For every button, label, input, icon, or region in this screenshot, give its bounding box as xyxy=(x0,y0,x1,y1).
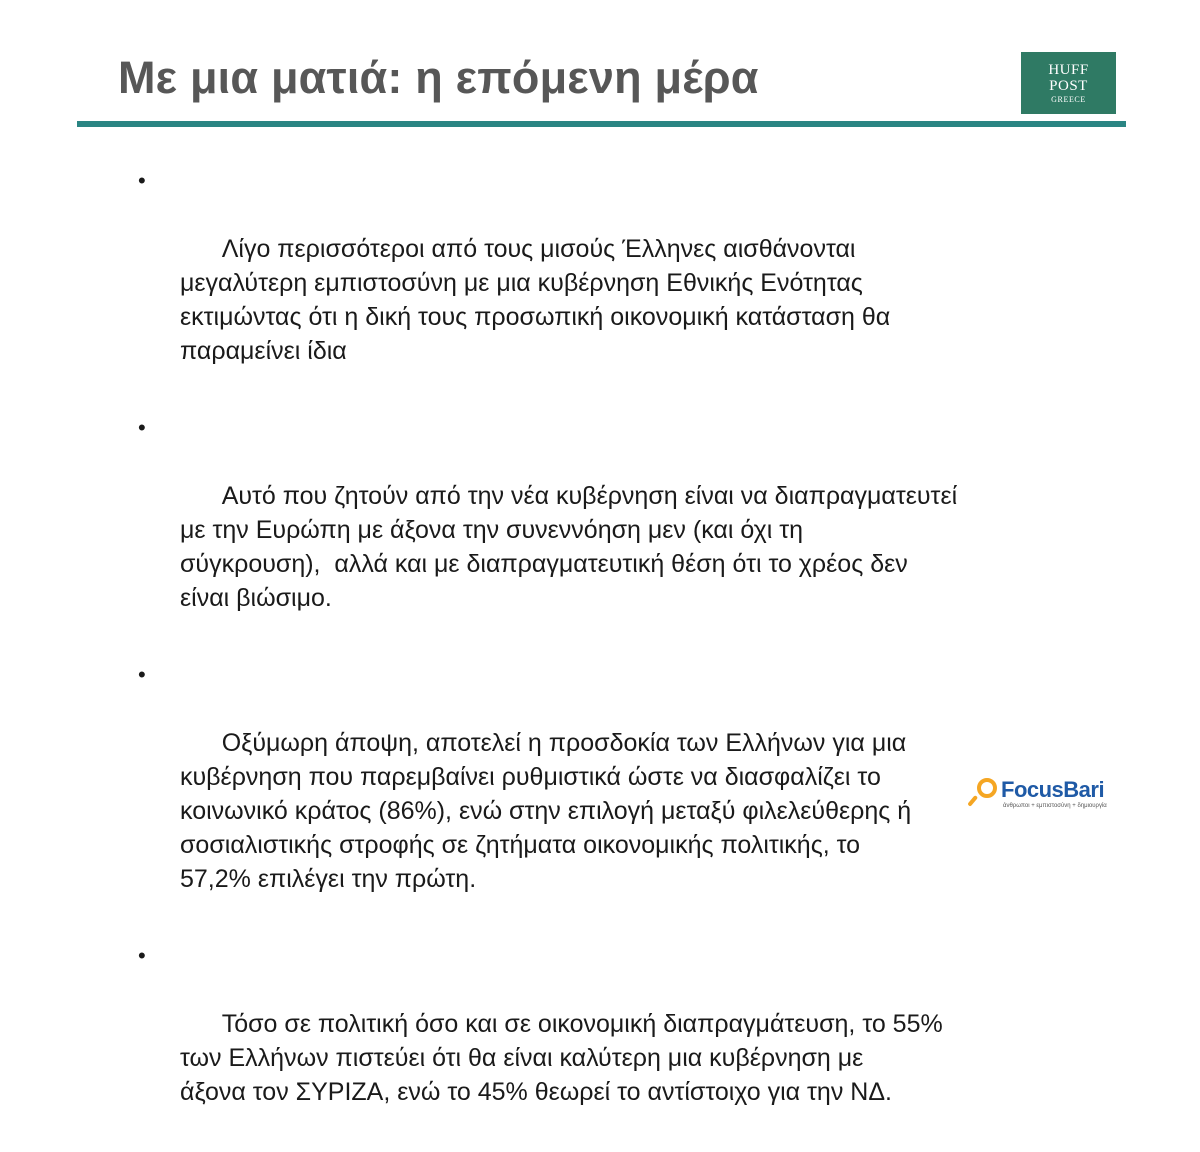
bullet-dot: • xyxy=(138,662,146,687)
bullet-item xyxy=(138,658,1058,930)
bullet-item xyxy=(138,411,1058,649)
focusbari-logo-tagline: άνθρωποι + εμπιστοσύνη + δημιουργία xyxy=(1003,803,1107,809)
bullet-dot: • xyxy=(138,168,146,193)
title-divider xyxy=(77,121,1126,127)
huffpost-logo-line3: GREECE xyxy=(1051,94,1086,104)
bullet-text: Λίγο περισσότεροι από τους μισούς Έλληνες αισθάνονται μεγαλύτερη εμπιστοσύνη με μια κυβέρνηση Εθνικής Ενότητας εκτιμώντας ότι η δική τους προσωπική οικονομική κατάσταση θα παραμείνει ίδια xyxy=(180,235,891,365)
bullet-item xyxy=(138,939,1058,1143)
huffpost-logo-line2: POST xyxy=(1049,77,1088,94)
focusbari-logo-name: FocusBari xyxy=(1001,777,1105,802)
slide-title: Με μια ματιά: η επόμενη μέρα xyxy=(118,52,759,103)
bullet-dot: • xyxy=(138,415,146,440)
huffpost-greece-logo xyxy=(1021,52,1116,114)
bullet-text: Οξύμωρη άποψη, αποτελεί η προσδοκία των Ελλήνων για μια κυβέρνηση που παρεμβαίνει ρυθμιστικά ώστε να διασφαλίζει το κοινωνικό κράτος (86%), ενώ στην επιλογή μεταξύ φιλελεύθερης ή σοσιαλιστικής στροφής σε ζητήματα οικονομικής πολιτικής, το 57,2% επιλέγει την πρώτη. xyxy=(180,729,912,893)
focusbari-logo xyxy=(975,775,1120,815)
bullet-item xyxy=(138,164,1058,402)
magnifier-icon xyxy=(977,778,997,798)
bullet-dot: • xyxy=(138,943,146,968)
bullet-text: Αυτό που ζητούν από την νέα κυβέρνηση είναι να διαπραγματευτεί με την Ευρώπη με άξονα την συνεννόηση μεν (και όχι τη σύγκρουση), αλλά και με διαπραγματευτική θέση ότι το χρέος δεν είναι βιώσιμο. xyxy=(180,482,958,612)
huffpost-logo-line1: HUFF xyxy=(1048,61,1089,78)
bullet-text: Τόσο σε πολιτική όσο και σε οικονομική διαπραγμάτευση, το 55% των Ελλήνων πιστεύει ότι θα είναι καλύτερη μια κυβέρνηση με άξονα τον ΣΥΡΙΖΑ, ενώ το 45% θεωρεί το αντίστοιχο για την ΝΔ. xyxy=(180,1010,943,1106)
bullet-list xyxy=(138,164,1058,1152)
